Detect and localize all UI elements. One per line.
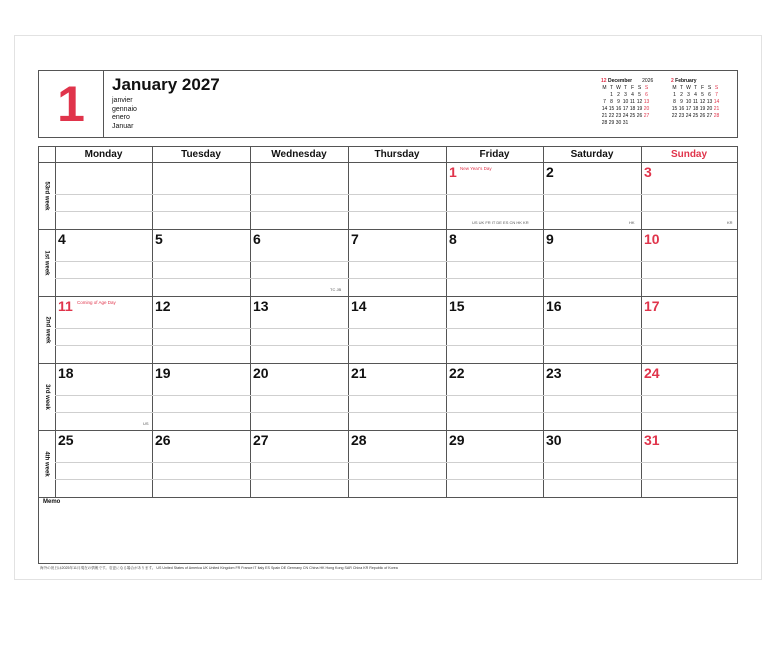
mini-date: 6 [645, 92, 648, 98]
week-label-text: 3rd week [44, 383, 50, 410]
mini-date: 24 [685, 113, 692, 119]
mini-week-row [601, 92, 653, 99]
day-header-saturday: Saturday [570, 149, 614, 160]
mini-date: 18 [692, 106, 699, 112]
month-alt-names [112, 97, 137, 131]
mini-date: 4 [694, 92, 697, 98]
week-label-text: 1st week [44, 249, 50, 276]
week-label [39, 430, 55, 497]
footer-note: 海外の祝日は2025年11月現在の情報です。変更になる場合があります。 US United States of America UK United Kingdom FR France IT Italy ES Spain DE Germany CN China HK Hong Kong SAR China KR Republic of Korea [40, 566, 398, 570]
mini-date: 3 [687, 92, 690, 98]
date-number: 3 [644, 164, 652, 180]
month-header [38, 70, 738, 138]
mini-date: 23 [678, 113, 685, 119]
date-number: 18 [58, 365, 74, 381]
column-divider [641, 147, 642, 497]
mini-week-row [601, 99, 653, 106]
date-number: 23 [546, 365, 562, 381]
mini-date: 11 [629, 99, 636, 105]
mini-date: 22 [671, 113, 678, 119]
column-divider [250, 147, 251, 497]
column-divider [446, 147, 447, 497]
mini-date: 26 [699, 113, 706, 119]
week-label-text: 2nd week [44, 315, 51, 344]
mini-date: 7 [715, 92, 718, 98]
date-number: 4 [58, 231, 66, 247]
mini-calendar-december [601, 78, 653, 127]
mini-date: 16 [678, 106, 685, 112]
mini-month-number: 12 [601, 78, 607, 84]
mini-dow: W [616, 85, 621, 91]
day-header-thursday: Thursday [374, 149, 420, 160]
mini-date: 27 [706, 113, 713, 119]
mini-dow: W [686, 85, 691, 91]
mini-date: 26 [636, 113, 643, 119]
mini-month-name: February [675, 78, 697, 84]
mini-date: 5 [638, 92, 641, 98]
mini-date: 19 [636, 106, 643, 112]
mini-dow: T [609, 85, 614, 91]
date-number: 11 [58, 298, 73, 314]
writing-line [55, 278, 737, 279]
mini-date: 3 [624, 92, 627, 98]
holiday-country-codes: US UK FR IT DE ES CN HK KR [472, 220, 529, 225]
mini-date: 18 [629, 106, 636, 112]
mini-date: 4 [631, 92, 634, 98]
mini-date: 5 [701, 92, 704, 98]
mini-dow: T [693, 85, 698, 91]
mini-date: 12 [636, 99, 643, 105]
mini-dow-row [671, 85, 720, 92]
date-number: 8 [449, 231, 457, 247]
writing-line [55, 328, 737, 329]
mini-date: 9 [617, 99, 620, 105]
mini-date [636, 120, 643, 127]
mini-dow: F [630, 85, 635, 91]
holiday-country-codes: HK [629, 220, 635, 225]
column-divider [55, 147, 56, 497]
mini-date: 1 [673, 92, 676, 98]
date-number: 16 [546, 298, 562, 314]
date-number: 15 [449, 298, 465, 314]
column-divider [348, 147, 349, 497]
mini-month-name: December [607, 78, 633, 84]
mini-date: 14 [713, 99, 720, 105]
writing-line [55, 462, 737, 463]
row-divider [39, 430, 737, 431]
day-header-tuesday: Tuesday [181, 149, 221, 160]
alt-name-es: enero [112, 114, 130, 121]
date-number: 29 [449, 432, 465, 448]
alt-name-de: Januar [112, 122, 134, 130]
mini-date: 17 [685, 106, 692, 112]
mini-calendar-february [671, 78, 720, 120]
date-number: 19 [155, 365, 171, 381]
column-divider [543, 147, 544, 497]
mini-dow: M [672, 85, 677, 91]
mini-date [601, 92, 608, 99]
mini-date: 27 [643, 113, 650, 119]
writing-line [55, 479, 737, 480]
writing-line [55, 211, 737, 212]
mini-date: 17 [622, 106, 629, 112]
mini-date: 31 [622, 120, 629, 126]
row-divider [39, 497, 737, 498]
mini-month-heading [671, 78, 720, 85]
mini-month-year: 2026 [642, 78, 654, 84]
holiday-country-codes: TC JB [330, 287, 342, 292]
date-number: 30 [546, 432, 562, 448]
day-header-sunday: Sunday [670, 149, 708, 160]
week-label [39, 296, 55, 363]
month-grid [38, 146, 738, 564]
date-number: 14 [351, 298, 367, 314]
mini-date: 10 [685, 99, 692, 105]
day-header-monday: Monday [84, 149, 123, 160]
mini-date: 21 [713, 106, 720, 112]
row-divider [39, 296, 737, 297]
mini-date: 15 [671, 106, 678, 112]
day-header-wednesday: Wednesday [271, 149, 327, 160]
mini-date: 15 [608, 106, 615, 112]
mini-week-row [671, 106, 720, 113]
date-number: 7 [351, 231, 359, 247]
week-label [39, 162, 55, 229]
mini-dow: S [714, 85, 719, 91]
mini-dow: T [679, 85, 684, 91]
mini-date: 25 [629, 113, 636, 119]
mini-date: 14 [601, 106, 608, 112]
memo-label: Memo [43, 499, 61, 505]
holiday-country-codes: US [143, 421, 149, 426]
week-label [39, 229, 55, 296]
mini-week-row [671, 113, 720, 120]
mini-date [629, 120, 636, 127]
column-divider [152, 147, 153, 497]
writing-line [55, 194, 737, 195]
mini-dow: S [637, 85, 642, 91]
mini-dow: S [644, 85, 649, 91]
writing-line [55, 345, 737, 346]
mini-date: 28 [601, 120, 608, 126]
date-number: 25 [58, 432, 74, 448]
date-number: 22 [449, 365, 465, 381]
mini-date: 28 [713, 113, 720, 119]
mini-date: 11 [692, 99, 699, 105]
month-number: 1 [39, 71, 104, 137]
mini-week-row [601, 106, 653, 113]
date-number: 17 [644, 298, 660, 314]
mini-date: 12 [699, 99, 706, 105]
mini-date: 19 [699, 106, 706, 112]
mini-date: 20 [706, 106, 713, 112]
date-number: 2 [546, 164, 554, 180]
week-label-text: 4th week [44, 450, 51, 477]
mini-dow-row [601, 85, 653, 92]
mini-date: 20 [643, 106, 650, 112]
mini-month-heading [601, 78, 653, 85]
date-number: 21 [351, 365, 367, 381]
date-number: 6 [253, 231, 261, 247]
holiday-new-years-day: New Year's Day [460, 166, 492, 171]
mini-date: 2 [680, 92, 683, 98]
mini-week-row [601, 120, 653, 127]
row-divider [39, 229, 737, 230]
mini-dow: S [707, 85, 712, 91]
day-header-friday: Friday [479, 149, 510, 160]
date-number: 20 [253, 365, 269, 381]
writing-line [55, 395, 737, 396]
writing-line [55, 261, 737, 262]
mini-date [643, 120, 650, 127]
mini-date: 13 [643, 99, 650, 105]
week-label [39, 363, 55, 430]
mini-date: 25 [692, 113, 699, 119]
mini-dow: T [623, 85, 628, 91]
mini-date: 22 [608, 113, 615, 119]
mini-date: 21 [601, 113, 608, 119]
date-number: 31 [644, 432, 660, 448]
row-divider [39, 162, 737, 163]
week-label-text: 53rd week [44, 180, 50, 211]
month-title: January 2027 [112, 75, 220, 94]
mini-date: 9 [680, 99, 683, 105]
alt-name-it: gennaio [112, 105, 137, 113]
date-number: 10 [644, 231, 660, 247]
mini-date: 23 [615, 113, 622, 119]
mini-date: 24 [622, 113, 629, 119]
mini-dow: F [700, 85, 705, 91]
date-number: 9 [546, 231, 554, 247]
mini-week-row [601, 113, 653, 120]
writing-line [55, 412, 737, 413]
mini-date: 1 [610, 92, 613, 98]
date-number: 13 [253, 298, 269, 314]
mini-date: 2 [617, 92, 620, 98]
date-number: 26 [155, 432, 171, 448]
date-number: 24 [644, 365, 660, 381]
mini-week-row [671, 92, 720, 99]
date-number: 5 [155, 231, 163, 247]
mini-date: 30 [615, 120, 622, 126]
mini-date: 16 [615, 106, 622, 112]
mini-date: 13 [706, 99, 713, 105]
date-number: 12 [155, 298, 171, 314]
mini-date: 6 [708, 92, 711, 98]
mini-dow: M [602, 85, 607, 91]
date-number: 28 [351, 432, 367, 448]
mini-date: 10 [622, 99, 629, 105]
row-divider [39, 363, 737, 364]
mini-date: 7 [603, 99, 606, 105]
holiday-coming-of-age-day: Coming of Age Day [77, 300, 116, 305]
mini-date: 8 [673, 99, 676, 105]
date-number: 27 [253, 432, 269, 448]
mini-date: 8 [610, 99, 613, 105]
date-number: 1 [449, 164, 457, 180]
alt-name-fr: janvier [112, 97, 133, 104]
mini-date: 29 [608, 120, 615, 126]
holiday-country-codes: KR [727, 220, 733, 225]
mini-month-number: 2 [671, 78, 674, 84]
mini-week-row [671, 99, 720, 106]
